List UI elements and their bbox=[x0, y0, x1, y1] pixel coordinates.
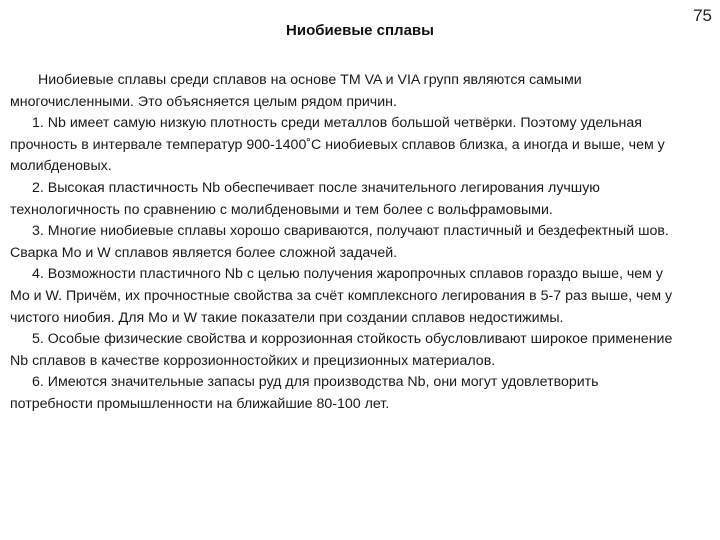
paragraph-reason-2: 2. Высокая пластичность Nb обеспечивает после значительного легирования лучшую технологичность по сравнению с молибденовыми и тем более с вольфрамовыми. bbox=[10, 179, 600, 218]
paragraph-reason-6: 6. Имеются значительные запасы руд для производства Nb, они могут удовлетворить потребности промышленности на ближайшие 80-100 лет. bbox=[10, 374, 599, 412]
page-number: 75 bbox=[693, 6, 712, 25]
paragraph-intro: Ниобиевые сплавы среди сплавов на основе ТМ VA и VIA групп являются самыми многочисленными. Это объясняется целым рядом причин. bbox=[10, 72, 582, 110]
page-title: Ниобиевые сплавы bbox=[286, 22, 434, 39]
paragraph-reason-3: 3. Многие ниобиевые сплавы хорошо свариваются, получают пластичный и бездефектный шов. Сварка Mo и W сплавов является более сложной задачей. bbox=[10, 223, 669, 261]
paragraph-reason-4: 4. Возможности пластичного Nb с целью получения жаропрочных сплавов гораздо выше, чем у Mo и W. Причём, их прочностные свойства за счёт комплексного легирования в 5-7 раз выше, чем у чистого ниобия. Для Mo и W такие показатели при создании сплавов недостижимы. bbox=[10, 266, 673, 326]
paragraph-reason-5: 5. Особые физические свойства и коррозионная стойкость обусловливают широкое применение Nb сплавов в качестве коррозионностойких и прецизионных материалов. bbox=[10, 331, 673, 369]
document-body bbox=[10, 70, 682, 416]
paragraph-reason-1: 1. Nb имеет самую низкую плотность среди металлов большой четвёрки. Поэтому удельная прочность в интервале температур 900-1400˚С ниобиевых сплавов близка, а иногда и выше, чем у молибденовых. bbox=[10, 115, 665, 175]
